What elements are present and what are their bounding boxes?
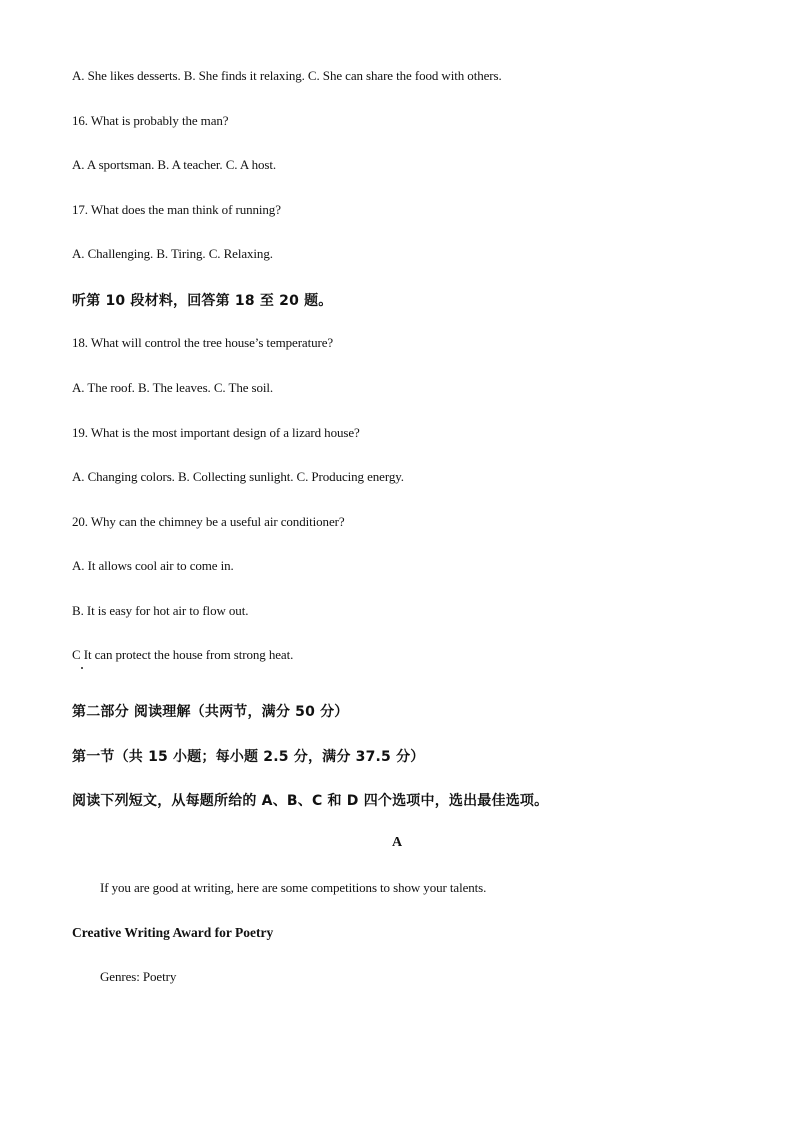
section-one-heading: 第一节（共 15 小题；每小题 2.5 分，满分 37.5 分） xyxy=(72,749,425,765)
reading-instructions: 阅读下列短文，从每题所给的 A、B、C 和 D 四个选项中，选出最佳选项。 xyxy=(72,793,549,809)
q18-options: A. The roof. B. The leaves. C. The soil. xyxy=(72,380,274,395)
q16-options: A. A sportsman. B. A teacher. C. A host. xyxy=(72,157,277,172)
q20-option-b: B. It is easy for hot air to flow out. xyxy=(72,603,249,618)
q20-option-c: C It can protect the house from strong heat. xyxy=(72,647,294,662)
passage-intro: If you are good at writing, here are some competitions to show your talents. xyxy=(100,880,487,895)
passage-label: A xyxy=(391,835,403,850)
q17-question: 17. What does the man think of running? xyxy=(72,202,281,217)
q17-options: A. Challenging. B. Tiring. C. Relaxing. xyxy=(72,246,273,261)
q19-question: 19. What is the most important design of a lizard house? xyxy=(72,425,360,440)
q20-option-a: A. It allows cool air to come in. xyxy=(72,558,234,573)
section-10-heading: 听第 10 段材料，回答第 18 至 20 题。 xyxy=(72,293,333,309)
q19-options: A. Changing colors. B. Collecting sunlight. C. Producing energy. xyxy=(72,469,404,484)
q20-question: 20. Why can the chimney be a useful air conditioner? xyxy=(72,514,345,529)
q16-question: 16. What is probably the man? xyxy=(72,113,229,128)
award-genres: Genres: Poetry xyxy=(100,969,177,984)
stray-dot xyxy=(81,667,83,669)
award-title: Creative Writing Award for Poetry xyxy=(72,925,274,940)
q18-question: 18. What will control the tree house’s temperature? xyxy=(72,335,334,350)
q15-options: A. She likes desserts. B. She finds it relaxing. C. She can share the food with others. xyxy=(72,68,502,83)
part-two-heading: 第二部分 阅读理解（共两节，满分 50 分） xyxy=(72,704,349,720)
